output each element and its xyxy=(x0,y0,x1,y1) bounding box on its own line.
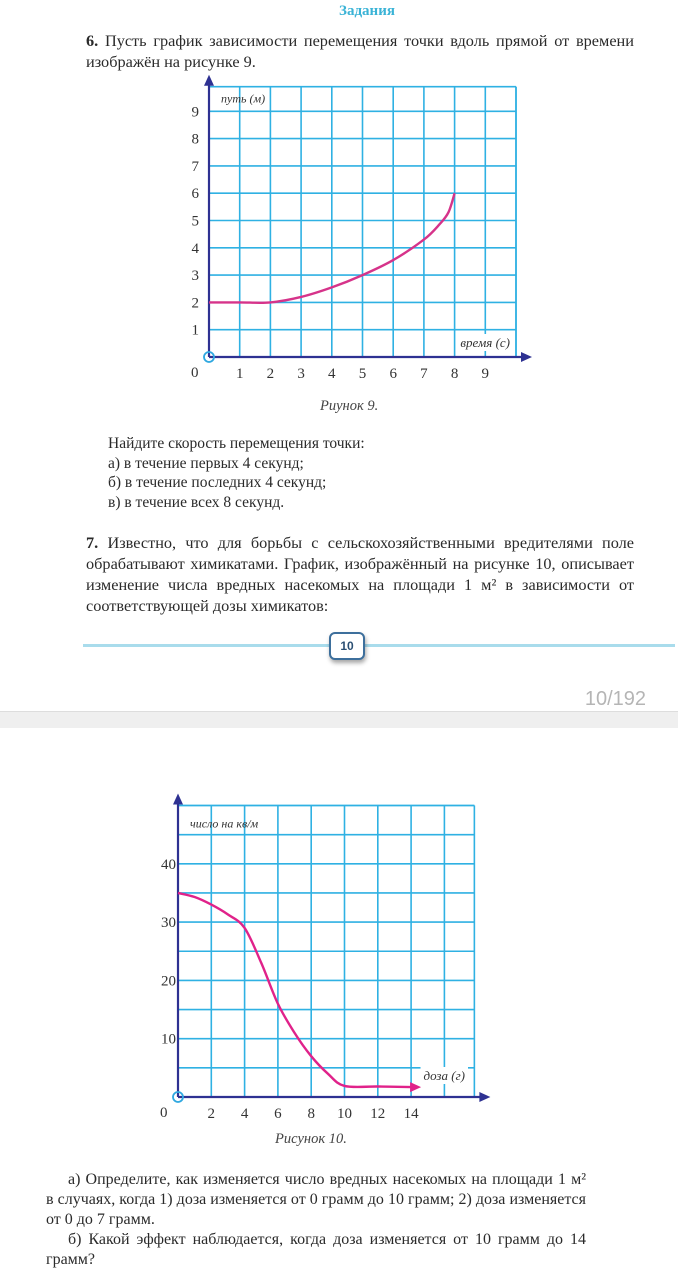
figure-10-caption: Рисунок 10. xyxy=(275,1131,347,1147)
x-axis-label: время (с) xyxy=(460,335,510,350)
task-7-questions xyxy=(46,1170,586,1270)
origin-label: 0 xyxy=(160,1105,168,1121)
question-prompt: Найдите скорость перемещения точки: xyxy=(108,435,365,452)
x-tick-label: 12 xyxy=(370,1106,386,1122)
y-tick-label: 1 xyxy=(191,322,199,339)
y-tick-label: 10 xyxy=(161,1031,176,1048)
y-axis-label: путь (м) xyxy=(221,91,266,106)
page-counter: 10/192 xyxy=(584,688,646,710)
y-axis-arrow-icon xyxy=(173,794,183,805)
y-tick-label: 4 xyxy=(191,240,199,257)
x-tick-label: 6 xyxy=(274,1106,282,1122)
y-tick-label: 5 xyxy=(191,213,199,230)
x-tick-label: 5 xyxy=(358,366,367,382)
y-tick-label: 20 xyxy=(161,973,176,990)
question-item: б) в течение последних 4 секунд; xyxy=(108,474,327,491)
y-tick-label: 30 xyxy=(161,915,176,932)
figure-9-caption: Риунок 9. xyxy=(320,398,379,414)
origin-label: 0 xyxy=(191,365,199,381)
x-tick-label: 14 xyxy=(403,1106,419,1122)
x-tick-label: 9 xyxy=(481,366,490,382)
x-tick-label: 7 xyxy=(420,366,428,382)
x-tick-label: 4 xyxy=(328,366,336,382)
question-part-a: а) Определите, как изменяется число вредных насекомых на площади 1 м² в случаях, когда 1) доза изменяется от 0 грамм до 10 грамм; 2) доза изменяется от 0 до 7 грамм. xyxy=(46,1171,586,1228)
x-tick-label: 4 xyxy=(240,1106,249,1122)
y-tick-label: 3 xyxy=(191,268,199,285)
task-text: Известно, что для борьбы с сельскохозяйственными вредителями поле обрабатывают химикатами. График, изображённый на рисунке 10, описывает изменение числа вредных насекомых на площади 1 м² в зависимости от соответствующей дозы химикатов: xyxy=(86,533,634,615)
x-tick-label: 2 xyxy=(207,1106,216,1122)
task-number: 7. xyxy=(86,533,99,552)
y-axis-label: число на кв/м xyxy=(190,816,259,831)
x-axis-label: доза (г) xyxy=(423,1068,465,1083)
question-part-b: б) Какой эффект наблюдается, когда доза изменяется от 10 грамм до 14 грамм? xyxy=(46,1231,586,1268)
y-tick-label: 6 xyxy=(191,186,199,203)
x-tick-label: 8 xyxy=(450,366,459,382)
y-tick-label: 40 xyxy=(161,856,176,873)
task-number: 6. xyxy=(86,31,99,50)
question-item: а) в течение первых 4 секунд; xyxy=(108,454,304,472)
x-tick-label: 6 xyxy=(389,366,397,382)
question-item: в) в течение всех 8 секунд. xyxy=(108,493,285,511)
x-tick-label: 8 xyxy=(307,1106,315,1122)
section-title: Задания xyxy=(339,3,395,19)
x-tick-label: 2 xyxy=(266,366,275,382)
y-tick-label: 2 xyxy=(191,295,199,312)
x-tick-label: 1 xyxy=(235,366,244,382)
x-tick-label: 3 xyxy=(297,366,305,382)
series-arrow-icon xyxy=(410,1082,421,1092)
y-tick-label: 8 xyxy=(191,131,199,148)
y-tick-label: 7 xyxy=(191,158,199,175)
task-text: Пусть график зависимости перемещения точки вдоль прямой от времени изображён на рисунке 9. xyxy=(86,31,634,71)
y-tick-label: 9 xyxy=(191,104,199,121)
x-tick-label: 10 xyxy=(337,1106,352,1122)
page-number-badge[interactable]: 10 xyxy=(329,632,365,660)
x-axis-arrow-icon xyxy=(479,1092,490,1102)
